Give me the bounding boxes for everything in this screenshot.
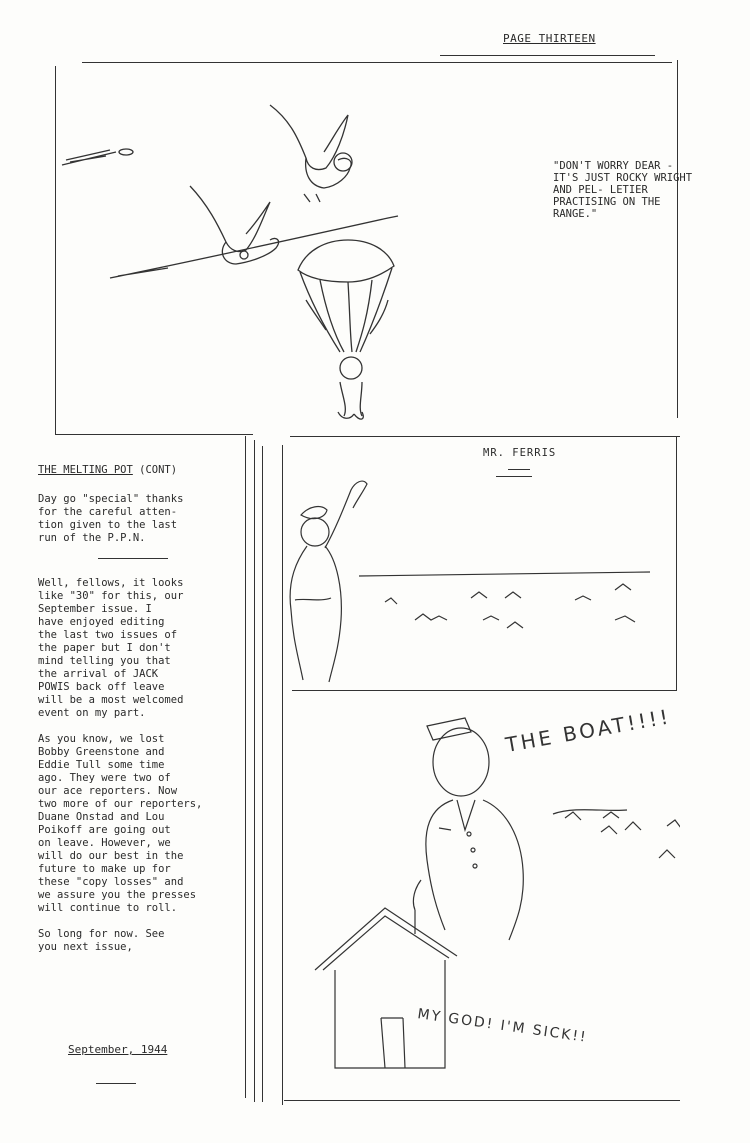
top-frame-left <box>55 66 56 434</box>
paragraph-sign-off: So long for now. See you next issue, <box>38 928 165 953</box>
speech-sick: MY GOD! I'M SICK!! <box>416 1006 589 1046</box>
seagull-upper-icon <box>270 105 352 202</box>
paragraph-thanks: Day go "special" thanks for the careful atten- tion given to the last run of the P.P.N. <box>38 493 184 544</box>
top-frame-bottom <box>55 434 253 435</box>
outhouse-icon <box>315 880 457 1068</box>
bottom-rule <box>284 1100 680 1101</box>
page-number: PAGE THIRTEEN <box>503 32 596 45</box>
paragraph-farewell: Well, fellows, it looks like "30" for this, our September issue. I have enjoyed editing the last two issues of the paper but I don't mind telling you that the arrival of JACK POWIS back off leave will be a most welcomed event on my part. <box>38 577 184 719</box>
center-divider-3 <box>262 446 263 1102</box>
right-section-top-rule <box>290 436 680 437</box>
right-cartoon-drawing <box>285 470 680 1090</box>
sailor-waving-icon <box>290 481 367 682</box>
sea-horizon <box>553 810 627 814</box>
left-column <box>38 464 243 967</box>
center-divider-1 <box>245 436 246 1098</box>
wave-icon <box>385 598 397 604</box>
right-section-left-rule <box>282 445 283 1105</box>
wave-icon <box>659 850 675 858</box>
column-heading-line <box>38 464 243 477</box>
cartoon-title: MR. FERRIS <box>483 447 557 459</box>
wave-icon <box>505 592 521 598</box>
paragraph-reporters: As you know, we lost Bobby Greenstone and Eddie Tull some time ago. They were two of our ace reporters. Now two more of our reporters, Duane Onstad and Lou Poikoff are going out on leave. However, we will do our best in the future to make up for these "copy losses" and we assure you the presses will continue to roll. <box>38 733 203 914</box>
wave-icon <box>471 592 499 620</box>
column-heading-suffix: (CONT) <box>132 464 178 476</box>
parachute-icon <box>298 240 394 419</box>
separator-1 <box>98 558 168 559</box>
wave-icon <box>601 826 617 834</box>
top-cartoon-caption: "DON'T WORRY DEAR - IT'S JUST ROCKY WRIGHT AND PEL- LETIER PRACTISING ON THE RANGE." <box>553 160 693 220</box>
wave-icon <box>667 820 680 828</box>
wave-icon <box>415 614 447 620</box>
wave-icon <box>615 616 635 622</box>
wave-icon <box>603 812 619 818</box>
wave-icon <box>625 822 641 830</box>
wave-icon <box>507 622 523 628</box>
issue-date: September, 1944 <box>68 1043 168 1056</box>
top-frame-right <box>677 60 678 418</box>
wave-icon <box>565 812 581 820</box>
wave-icon <box>575 584 631 600</box>
top-cartoon-drawing <box>58 90 558 430</box>
column-heading: THE MELTING POT <box>38 464 133 476</box>
center-divider-2 <box>254 440 255 1102</box>
date-end-rule <box>96 1083 136 1084</box>
top-frame-top <box>82 62 672 63</box>
bullet-streak-icon <box>62 150 116 165</box>
speech-boat: THE BOAT!!!! <box>503 704 673 757</box>
header-rule <box>440 55 655 56</box>
